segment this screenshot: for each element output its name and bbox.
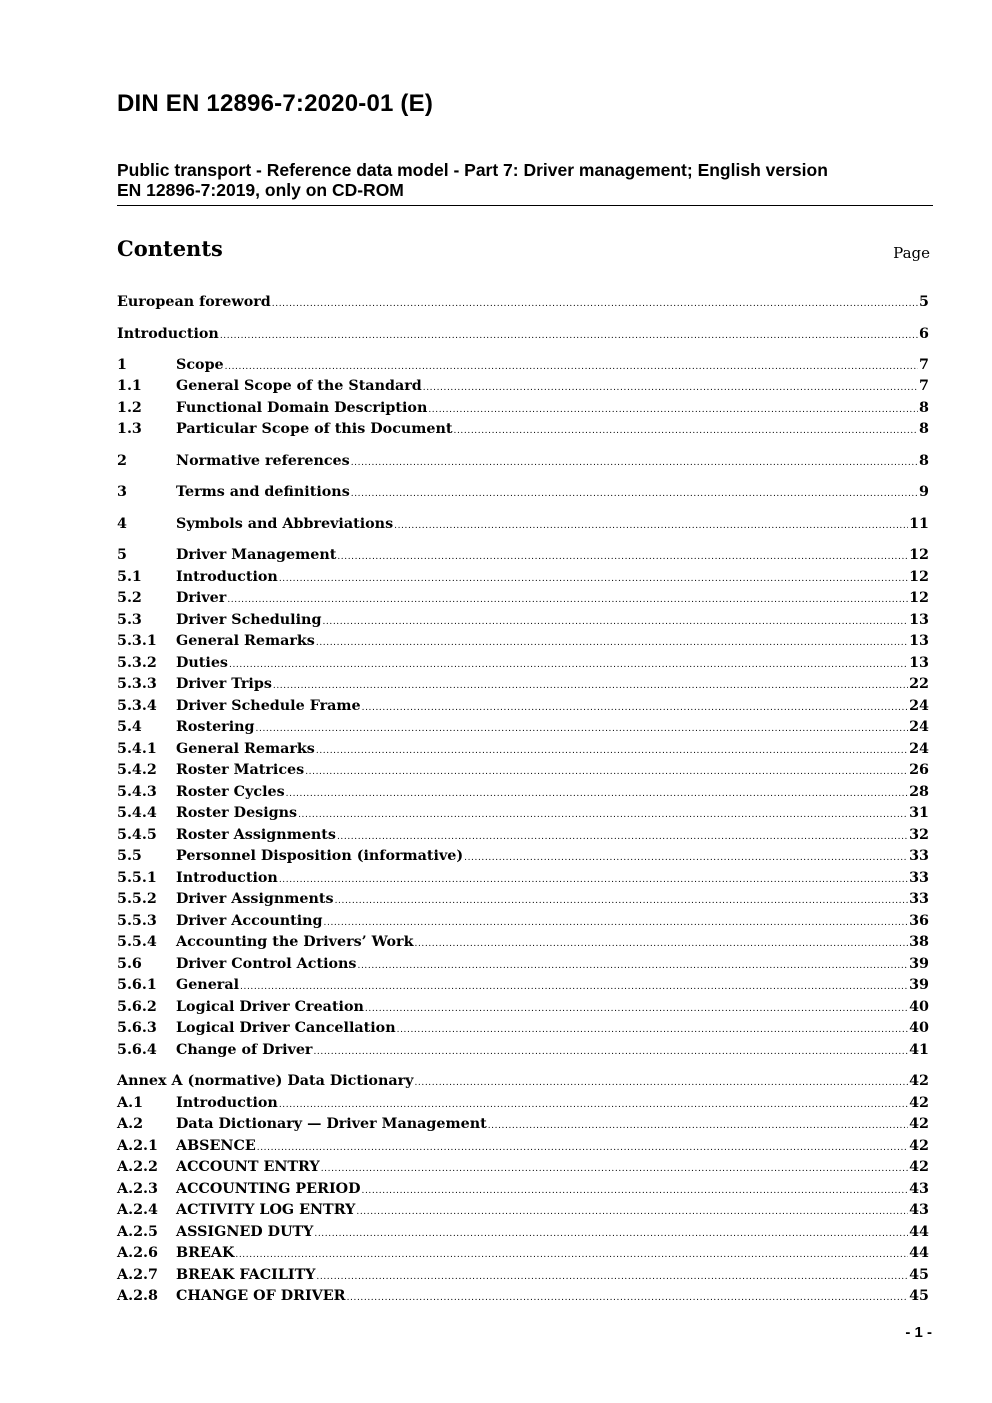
toc-dot-leader [335, 891, 909, 911]
toc-entry-title: General Scope of the Standard [176, 378, 422, 394]
toc-entry[interactable] [117, 717, 929, 737]
toc-entry[interactable] [117, 760, 929, 780]
toc-entry[interactable] [117, 1157, 929, 1177]
toc-entry[interactable] [117, 674, 929, 694]
document-subtitle [117, 160, 932, 200]
toc-entry-page: 42 [909, 1138, 929, 1154]
toc-entry[interactable] [117, 631, 929, 651]
toc-entry-page: 24 [909, 698, 929, 714]
toc-entry[interactable] [117, 889, 929, 909]
toc-entry[interactable] [117, 292, 929, 312]
toc-entry-title: ABSENCE [176, 1138, 256, 1154]
toc-entry[interactable] [117, 1179, 929, 1199]
toc-entry-page: 22 [909, 676, 929, 692]
toc-entry-page: 28 [909, 784, 929, 800]
toc-entry-number: 5.4.4 [117, 805, 157, 821]
toc-entry-page: 44 [909, 1224, 929, 1240]
toc-dot-leader [322, 612, 908, 632]
toc-entry-title: Annex A (normative) Data Dictionary [117, 1073, 414, 1089]
toc-dot-leader [316, 1267, 908, 1287]
toc-entry[interactable] [117, 825, 929, 845]
page-column-label: Page [893, 244, 930, 262]
toc-entry[interactable] [117, 610, 929, 630]
toc-dot-leader [314, 1224, 908, 1244]
toc-entry-title: Driver Control Actions [176, 956, 357, 972]
toc-entry-page: 8 [919, 400, 929, 416]
toc-entry[interactable] [117, 1018, 929, 1038]
toc-entry-number: 5.6 [117, 956, 142, 972]
toc-entry-page: 43 [909, 1202, 929, 1218]
toc-dot-leader [488, 1116, 908, 1136]
toc-entry-page: 13 [909, 633, 929, 649]
toc-entry[interactable] [117, 1200, 929, 1220]
toc-dot-leader [220, 326, 918, 346]
toc-entry-number: A.2.6 [117, 1245, 158, 1261]
toc-entry-page: 33 [909, 848, 929, 864]
toc-entry[interactable] [117, 567, 929, 587]
toc-entry-title: Symbols and Abbreviations [176, 516, 394, 532]
toc-dot-leader [324, 913, 909, 933]
toc-dot-leader [464, 848, 908, 868]
toc-dot-leader [316, 741, 908, 761]
toc-entry-page: 36 [909, 913, 929, 929]
toc-entry[interactable] [117, 997, 929, 1017]
toc-entry-number: 5.3.4 [117, 698, 157, 714]
toc-entry-page: 42 [909, 1159, 929, 1175]
toc-entry[interactable] [117, 739, 929, 759]
toc-entry-title: Introduction [176, 870, 278, 886]
toc-entry-number: A.2.3 [117, 1181, 158, 1197]
toc-entry-page: 45 [909, 1288, 929, 1304]
toc-dot-leader [362, 698, 908, 718]
toc-entry-number: 1.1 [117, 378, 142, 394]
subtitle-line-1: Public transport - Reference data model - Part 7: Driver management; English version [117, 160, 828, 180]
toc-entry-page: 9 [919, 484, 929, 500]
toc-entry-title: General Remarks [176, 741, 315, 757]
toc-entry-title: Roster Assignments [176, 827, 336, 843]
toc-entry-title: Duties [176, 655, 228, 671]
toc-dot-leader [272, 294, 918, 314]
toc-entry[interactable] [117, 846, 929, 866]
toc-entry-title: Terms and definitions [176, 484, 350, 500]
toc-dot-leader [357, 956, 908, 976]
toc-entry-page: 33 [909, 870, 929, 886]
toc-entry[interactable] [117, 451, 929, 471]
toc-entry-title: Driver Accounting [176, 913, 323, 929]
toc-dot-leader [347, 1288, 909, 1308]
toc-entry-title: Introduction [117, 326, 219, 342]
toc-dot-leader [279, 1095, 908, 1115]
toc-entry-title: General [176, 977, 240, 993]
toc-entry-page: 40 [909, 999, 929, 1015]
toc-dot-leader [229, 655, 908, 675]
toc-entry-page: 24 [909, 719, 929, 735]
toc-entry-title: Data Dictionary — Driver Management [176, 1116, 487, 1132]
toc-entry-number: 5.4 [117, 719, 142, 735]
toc-entry-page: 39 [909, 956, 929, 972]
toc-entry[interactable] [117, 782, 929, 802]
toc-entry-title: Driver Scheduling [176, 612, 322, 628]
page-number: - 1 - [905, 1324, 932, 1341]
toc-dot-leader [394, 516, 908, 536]
toc-entry-number: A.2.5 [117, 1224, 158, 1240]
toc-entry-title: Driver Assignments [176, 891, 334, 907]
toc-entry-number: 5.6.3 [117, 1020, 157, 1036]
toc-dot-leader [337, 827, 908, 847]
toc-entry-page: 41 [909, 1042, 929, 1058]
toc-dot-leader [316, 633, 908, 653]
toc-entry-title: Roster Cycles [176, 784, 285, 800]
toc-entry-title: ASSIGNED DUTY [176, 1224, 314, 1240]
toc-entry-title: Driver [176, 590, 227, 606]
toc-entry[interactable] [117, 975, 929, 995]
toc-entry-page: 38 [909, 934, 929, 950]
toc-entry-number: 2 [117, 453, 127, 469]
toc-entry[interactable] [117, 1040, 929, 1060]
toc-entry-page: 26 [909, 762, 929, 778]
toc-entry[interactable] [117, 1071, 929, 1091]
toc-entry-number: 5.2 [117, 590, 142, 606]
toc-dot-leader [257, 1138, 908, 1158]
toc-entry-number: 5.3.1 [117, 633, 157, 649]
toc-dot-leader [313, 1042, 908, 1062]
toc-dot-leader [286, 784, 908, 804]
toc-entry[interactable] [117, 514, 929, 534]
toc-entry[interactable] [117, 1093, 929, 1113]
toc-dot-leader [337, 547, 908, 567]
toc-entry-number: 5 [117, 547, 127, 563]
toc-entry-page: 12 [909, 569, 929, 585]
contents-heading: Contents [117, 236, 223, 261]
toc-entry-title: Accounting the Drivers’ Work [176, 934, 414, 950]
toc-entry[interactable] [117, 932, 929, 952]
toc-entry-number: A.2.4 [117, 1202, 158, 1218]
toc-dot-leader [428, 400, 918, 420]
toc-entry[interactable] [117, 803, 929, 823]
toc-entry-title: Driver Trips [176, 676, 272, 692]
toc-entry-title: Normative references [176, 453, 350, 469]
subtitle-line-2: EN 12896-7:2019, only on CD-ROM [117, 180, 404, 200]
toc-entry[interactable] [117, 1286, 929, 1306]
toc-dot-leader [362, 1181, 909, 1201]
toc-entry-title: Rostering [176, 719, 255, 735]
toc-dot-leader [298, 805, 908, 825]
toc-entry[interactable] [117, 954, 929, 974]
toc-entry-page: 8 [919, 453, 929, 469]
toc-entry[interactable] [117, 482, 929, 502]
toc-entry-number: 5.3.3 [117, 676, 157, 692]
toc-entry-title: BREAK FACILITY [176, 1267, 316, 1283]
toc-entry[interactable] [117, 868, 929, 888]
toc-entry-number: 5.5 [117, 848, 142, 864]
toc-entry-title: Introduction [176, 569, 278, 585]
toc-entry[interactable] [117, 324, 929, 344]
toc-entry-page: 13 [909, 655, 929, 671]
toc-entry-title: ACTIVITY LOG ENTRY [176, 1202, 356, 1218]
toc-entry-number: 5.5.4 [117, 934, 157, 950]
toc-entry-title: Scope [176, 357, 224, 373]
toc-entry[interactable] [117, 355, 929, 375]
toc-entry-number: 5.4.2 [117, 762, 157, 778]
toc-entry-number: 5.6.2 [117, 999, 157, 1015]
toc-entry[interactable] [117, 1114, 929, 1134]
toc-entry-page: 31 [909, 805, 929, 821]
toc-entry-number: 1 [117, 357, 127, 373]
toc-entry-title: Logical Driver Creation [176, 999, 364, 1015]
toc-entry-number: 4 [117, 516, 127, 532]
toc-entry-page: 24 [909, 741, 929, 757]
toc-entry-title: Introduction [176, 1095, 278, 1111]
toc-entry[interactable] [117, 419, 929, 439]
toc-entry[interactable] [117, 1222, 929, 1242]
toc-entry-title: Functional Domain Description [176, 400, 428, 416]
toc-entry-number: 3 [117, 484, 127, 500]
toc-entry-page: 6 [919, 326, 929, 342]
toc-entry-title: ACCOUNTING PERIOD [176, 1181, 361, 1197]
toc-dot-leader [227, 590, 908, 610]
toc-dot-leader [454, 421, 919, 441]
toc-entry-page: 12 [909, 547, 929, 563]
toc-entry-page: 32 [909, 827, 929, 843]
toc-entry-number: 5.4.5 [117, 827, 157, 843]
toc-dot-leader [414, 934, 908, 954]
toc-entry-page: 11 [909, 516, 929, 532]
toc-dot-leader [256, 719, 909, 739]
toc-dot-leader [273, 676, 908, 696]
toc-dot-leader [305, 762, 908, 782]
toc-entry-number: A.2.2 [117, 1159, 158, 1175]
toc-entry[interactable] [117, 696, 929, 716]
toc-entry-number: 5.3.2 [117, 655, 157, 671]
toc-entry-number: 5.5.1 [117, 870, 157, 886]
toc-entry-title: Change of Driver [176, 1042, 313, 1058]
toc-entry-page: 45 [909, 1267, 929, 1283]
toc-entry-page: 43 [909, 1181, 929, 1197]
toc-entry-number: A.2.1 [117, 1138, 158, 1154]
toc-dot-leader [240, 977, 908, 997]
toc-entry-title: Logical Driver Cancellation [176, 1020, 396, 1036]
toc-entry-title: Driver Schedule Frame [176, 698, 361, 714]
header-rule [117, 205, 933, 206]
toc-dot-leader [279, 870, 908, 890]
toc-entry[interactable] [117, 1265, 929, 1285]
toc-entry-title: ACCOUNT ENTRY [176, 1159, 320, 1175]
toc-entry-page: 13 [909, 612, 929, 628]
toc-dot-leader [225, 357, 918, 377]
toc-entry-number: 5.5.2 [117, 891, 157, 907]
toc-dot-leader [279, 569, 908, 589]
toc-entry-title: Roster Designs [176, 805, 298, 821]
document-id: DIN EN 12896-7:2020-01 (E) [117, 90, 434, 117]
toc-entry-page: 42 [909, 1095, 929, 1111]
toc-entry-number: 5.6.1 [117, 977, 157, 993]
toc-entry-title: BREAK [176, 1245, 235, 1261]
toc-entry-title: European foreword [117, 294, 271, 310]
toc-entry-page: 39 [909, 977, 929, 993]
toc-entry-number: A.2 [117, 1116, 144, 1132]
toc-dot-leader [351, 453, 918, 473]
toc-entry[interactable] [117, 398, 929, 418]
toc-dot-leader [321, 1159, 908, 1179]
toc-entry-number: 1.3 [117, 421, 142, 437]
toc-entry-number: 5.3 [117, 612, 142, 628]
toc-entry[interactable] [117, 545, 929, 565]
toc-entry-page: 40 [909, 1020, 929, 1036]
toc-dot-leader [356, 1202, 908, 1222]
toc-entry-title: Driver Management [176, 547, 337, 563]
toc-entry[interactable] [117, 1136, 929, 1156]
toc-entry-page: 7 [919, 378, 929, 394]
toc-entry-number: 5.5.3 [117, 913, 157, 929]
toc-entry-number: 5.1 [117, 569, 142, 585]
toc-entry-number: 5.4.1 [117, 741, 157, 757]
toc-dot-leader [365, 999, 908, 1019]
toc-entry[interactable] [117, 911, 929, 931]
toc-entry-number: A.2.7 [117, 1267, 158, 1283]
toc-entry-page: 5 [919, 294, 929, 310]
toc-entry[interactable] [117, 653, 929, 673]
toc-entry-title: General Remarks [176, 633, 315, 649]
toc-entry-page: 7 [919, 357, 929, 373]
toc-entry-title: Roster Matrices [176, 762, 305, 778]
toc-entry[interactable] [117, 376, 929, 396]
toc-entry-number: A.1 [117, 1095, 144, 1111]
toc-entry-page: 33 [909, 891, 929, 907]
toc-dot-leader [397, 1020, 908, 1040]
toc-dot-leader [351, 484, 918, 504]
toc-entry[interactable] [117, 588, 929, 608]
toc-dot-leader [414, 1073, 908, 1093]
toc-entry[interactable] [117, 1243, 929, 1263]
toc-dot-leader [423, 378, 918, 398]
toc-entry-page: 12 [909, 590, 929, 606]
toc-entry-number: 1.2 [117, 400, 142, 416]
toc-entry-page: 42 [909, 1116, 929, 1132]
toc-entry-title: Particular Scope of this Document [176, 421, 453, 437]
toc-entry-page: 42 [909, 1073, 929, 1089]
toc-entry-number: 5.4.3 [117, 784, 157, 800]
toc-dot-leader [235, 1245, 908, 1265]
toc-entry-page: 8 [919, 421, 929, 437]
toc-entry-number: A.2.8 [117, 1288, 158, 1304]
toc-entry-page: 44 [909, 1245, 929, 1261]
toc-entry-title: Personnel Disposition (informative) [176, 848, 464, 864]
toc-entry-title: CHANGE OF DRIVER [176, 1288, 346, 1304]
toc-entry-number: 5.6.4 [117, 1042, 157, 1058]
